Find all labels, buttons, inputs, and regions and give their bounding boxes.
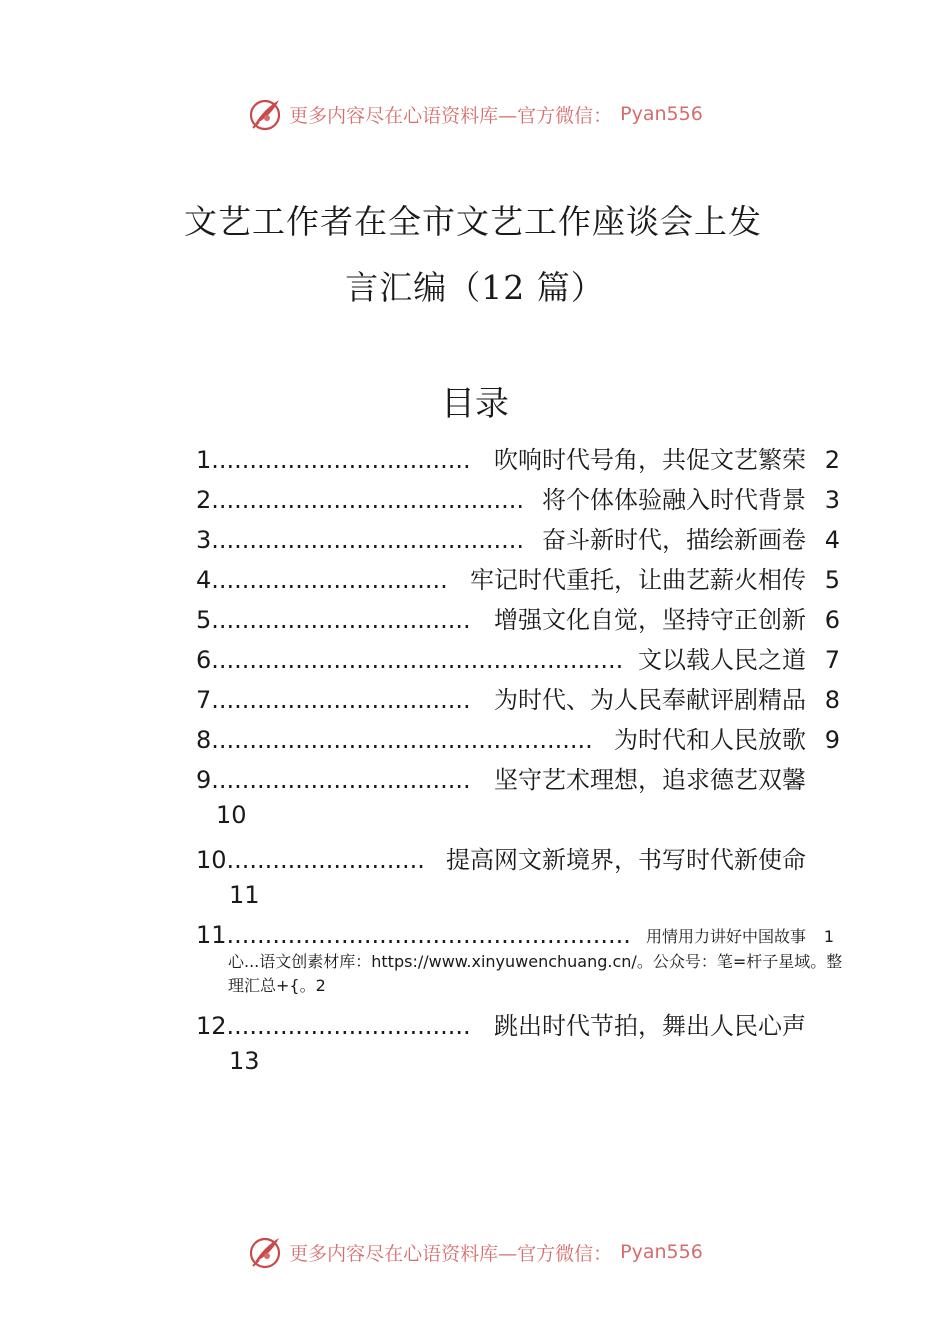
footer-banner (0, 1232, 950, 1272)
banner-text: 更多内容尽在心语资料库—官方微信： (289, 1242, 613, 1265)
toc-entry-9[interactable] (196, 760, 846, 800)
toc-entry-leader: 4............................... (196, 566, 448, 594)
toc-entry-leader: 5.................................. (196, 606, 471, 634)
inline-watermark-note: 心...语文创素材库：https://www.xinyuwenchuang.cn/。公众号：笔=杆子星域。整理汇总+{。2 (228, 952, 843, 995)
toc-entry-leader: 7.................................. (196, 686, 471, 714)
document-title-line-2: 言汇编（12 篇） (345, 268, 605, 307)
banner-wechat-id: Pyan556 (620, 103, 703, 125)
toc-entry-leader: 1.................................. (196, 446, 471, 474)
banner-wechat-id: Pyan556 (620, 1241, 703, 1263)
toc-entry-6[interactable] (196, 640, 846, 680)
table-of-contents (196, 440, 846, 1076)
toc-entry-page: 2 (824, 446, 840, 474)
toc-entry-page: 1 (823, 927, 834, 946)
toc-entry-leader: 11..................................................... (196, 921, 631, 949)
toc-entry-leader: 2......................................... (196, 486, 525, 514)
toc-entry-leader: 12................................ (196, 1012, 471, 1040)
toc-entry-title: 文以载人民之道 (638, 646, 806, 674)
toc-entry-title: 跳出时代节拍，舞出人民心声 (494, 1012, 806, 1040)
toc-entry-8[interactable] (196, 720, 846, 760)
toc-entry-4[interactable] (196, 560, 846, 600)
toc-entry-title: 用情用力讲好中国故事 (645, 927, 806, 946)
toc-entry-title: 吹响时代号角，共促文艺繁荣 (494, 446, 806, 474)
toc-entry-1[interactable] (196, 440, 846, 480)
toc-entry-title: 牢记时代重托，让曲艺薪火相传 (470, 566, 806, 594)
toc-entry-2[interactable] (196, 480, 846, 520)
toc-entry-title: 提高网文新境界，书写时代新使命 (446, 846, 806, 874)
toc-entry-page: 3 (824, 486, 840, 514)
toc-entry-page: 5 (824, 566, 840, 594)
header-banner (0, 94, 950, 134)
toc-entry-7[interactable] (196, 680, 846, 720)
toc-entry-3[interactable] (196, 520, 846, 560)
toc-entry-title: 为时代、为人民奉献评剧精品 (494, 686, 806, 714)
toc-entry-page-wrapped: 10 (216, 801, 247, 829)
toc-entry-leader: 6...................................................... (196, 646, 624, 674)
toc-entry-title: 将个体体验融入时代背景 (542, 486, 806, 514)
toc-entry-12[interactable] (196, 1006, 846, 1046)
banner-content (247, 1234, 703, 1270)
quill-pen-logo-icon (247, 96, 283, 132)
toc-entry-leader: 10.......................... (196, 846, 425, 874)
toc-entry-page: 9 (824, 726, 840, 754)
toc-entry-leader: 3......................................... (196, 526, 525, 554)
toc-entry-title: 奋斗新时代，描绘新画卷 (542, 526, 806, 554)
toc-entry-page-wrapped: 13 (229, 1047, 260, 1075)
toc-entry-leader: 9.................................. (196, 766, 471, 794)
toc-entry-title: 坚守艺术理想，追求德艺双馨 (494, 766, 806, 794)
toc-entry-title: 增强文化自觉，坚持守正创新 (494, 606, 806, 634)
toc-heading: 目录 (441, 384, 509, 424)
toc-entry-5[interactable] (196, 600, 846, 640)
toc-entry-page: 7 (824, 646, 840, 674)
banner-content (247, 96, 703, 132)
toc-entry-page-wrapped: 11 (229, 881, 260, 909)
quill-pen-logo-icon (247, 1234, 283, 1270)
toc-entry-10[interactable] (196, 840, 846, 880)
toc-entry-11[interactable] (196, 920, 846, 950)
toc-entry-page: 4 (824, 526, 840, 554)
banner-text: 更多内容尽在心语资料库—官方微信： (289, 104, 613, 127)
toc-entry-page: 8 (824, 686, 840, 714)
toc-entry-leader: 8.................................................. (196, 726, 593, 754)
toc-entry-title: 为时代和人民放歌 (614, 726, 806, 754)
document-title-line-1: 文艺工作者在全市文艺工作座谈会上发 (184, 202, 762, 241)
toc-entry-page: 6 (824, 606, 840, 634)
